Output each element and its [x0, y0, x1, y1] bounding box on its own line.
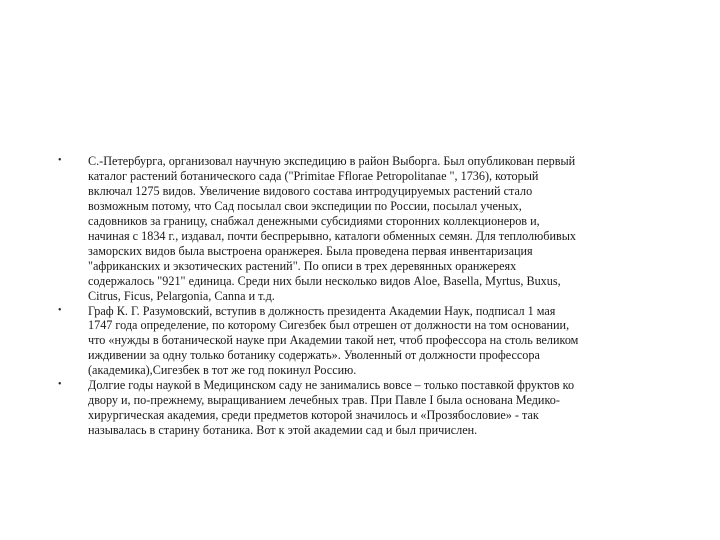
- text-line: хирургическая академия, среди предметов которой значилось и «Прозябословие» - так: [88, 408, 539, 423]
- bullet-item-2: [58, 304, 662, 379]
- text-line: включал 1275 видов. Увеличение видового состава интродуцируемых растений стало: [88, 183, 533, 198]
- bullet-item-3: [58, 378, 662, 438]
- text-line: С.-Петербурга, организовал научную экспедицию в район Выборга. Был опубликован первый: [88, 154, 576, 168]
- text-line: что «нужды в ботанической науке при Академии такой нет, чтоб профессора на столь великом: [88, 333, 579, 348]
- bullet-icon: •: [58, 304, 62, 316]
- text-line: "африканских и экзотических растений". По описи в трех деревянных оранжереях: [88, 258, 517, 273]
- text-line: иждивении за одну только ботанику содержать». Уволенный от должности профессора: [88, 348, 540, 363]
- text-line: возможным потому, что Сад посылал свои экспедиции по России, посылал ученых,: [88, 198, 522, 213]
- bullet-item-1: [58, 154, 662, 304]
- text-line: начиная с 1834 г., издавал, почти беспрерывно, каталоги обменных семян. Для теплолюбивых: [88, 228, 576, 243]
- text-line: Долгие годы наукой в Медицинском саду не занимались вовсе – только поставкой фруктов ко: [88, 378, 575, 393]
- text-line: двору и, по-прежнему, выращиванием лечебных трав. При Павле I была основана Медико-: [88, 393, 560, 408]
- text-line: Граф К. Г. Разумовский, вступив в должность президента Академии Наук, подписал 1 мая: [88, 303, 556, 318]
- text-line: садовников за границу, снабжал денежными субсидиями сторонних коллекционеров и,: [88, 213, 540, 228]
- text-line: (академика),Сигезбек в тот же год покинул Россию.: [88, 363, 357, 378]
- text-line: Citrus, Ficus, Pelargonia, Canna и т.д.: [88, 288, 275, 303]
- text-line: 1747 года определение, по которому Сигезбек был отрешен от должности на том основании,: [88, 318, 570, 333]
- bullet-icon: •: [58, 379, 62, 391]
- bullet-list: [58, 154, 662, 438]
- text-line: заморских видов была выстроена оранжерея. Была проведена первая инвентаризация: [88, 243, 533, 258]
- text-line: каталог растений ботанического сада ("Primitae Fflorae Petropolitanae ", 1736), который: [88, 168, 539, 183]
- text-line: называлась в старину ботаника. Вот к этой академии сад и был причислен.: [88, 423, 478, 438]
- text-line: содержалось "921" единица. Среди них были несколько видов Aloe, Basella, Myrtus, Buxus,: [88, 273, 561, 288]
- bullet-icon: •: [58, 155, 62, 166]
